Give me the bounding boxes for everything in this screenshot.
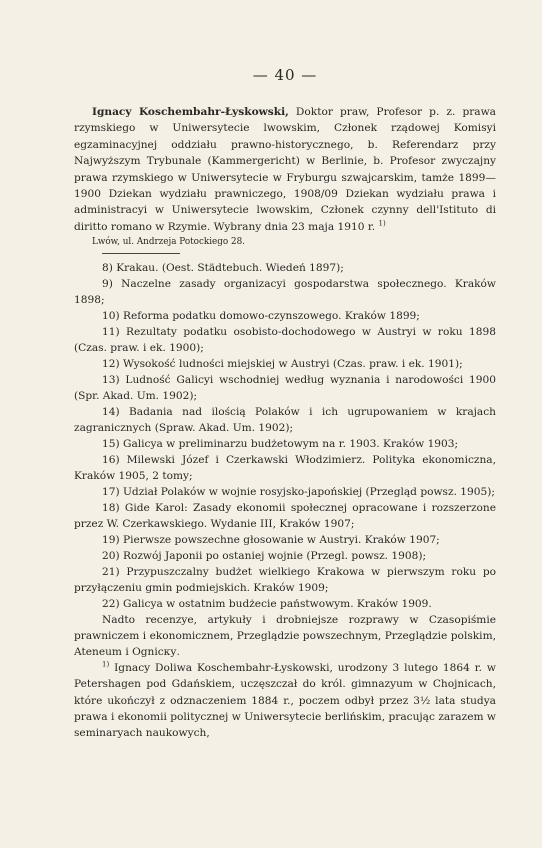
- footnote: [74, 660, 496, 741]
- document-page: [74, 66, 496, 741]
- work-item: 14) Badania nad ilością Polaków i ich ugrupowaniem w krajach zagranicznych (Spraw. Akad. Um. 1902);: [74, 406, 496, 435]
- footnote-text: Ignacy Doliwa Koschembahr-Łyskowski, urodzony 3 lutego 1864 r. w Petershagen pod Gdańskiem, uczęszczał do król. gimnazyum w Chojnicach, które ukończył z odznaczeniem 1884 r., poczem odbył przez 3½ lata studya prawa i ekonomii politycznej w Uniwersytecie berlińskim, pracując zarazem w seminaryach naukowych,: [74, 662, 496, 740]
- separator-rule: [102, 253, 180, 254]
- work-item: 18) Gide Karol: Zasady ekonomii społecznej opracowane i rozszerzone przez W. Czerkawskiego. Wydanie III, Kraków 1907;: [74, 502, 496, 531]
- page-number: — 40 —: [252, 66, 318, 84]
- footnote-marker: 1): [102, 660, 110, 669]
- work-item: 17) Udział Polaków w wojnie rosyjsko-japońskiej (Przegląd powsz. 1905);: [102, 486, 495, 499]
- work-item: 16) Milewski Józef i Czerkawski Włodzimierz. Polityka ekonomiczna, Kraków 1905, 2 tomy;: [74, 454, 496, 483]
- works-list: [74, 260, 496, 660]
- work-item: 11) Rezultaty podatku osobisto-dochodowego w Austryi w roku 1898 (Czas. praw. i ek. 1900);: [74, 326, 496, 355]
- person-name: Ignacy Koschembahr-Łyskowski,: [92, 106, 289, 118]
- work-item: Nadto recenzye, artykuły i drobniejsze rozprawy w Czasopiśmie prawniczem i ekonomicznem, Przeglądzie powszechnym, Przeglądzie polskim, Ateneum i Ogniску.: [74, 614, 496, 659]
- bio-paragraph: [74, 104, 496, 235]
- work-item: 22) Galicya w ostatnim budżecie państwowym. Kraków 1909.: [102, 598, 432, 611]
- address: Lwów, ul. Andrzeja Potockiego 28.: [92, 237, 245, 248]
- work-item: 21) Przypuszczalny budżet wielkiego Krakowa w pierwszym roku po przyłączeniu gmin podmiejskich. Kraków 1909;: [74, 566, 496, 595]
- work-item: 13) Ludność Galicyi wschodniej według wyznania i narodowości 1900 (Spr. Akad. Um. 1902);: [74, 374, 496, 403]
- bio-text: Doktor praw, Profesor p. z. prawa rzymskiego w Uniwersytecie lwowskim, Członek rządowej Komisyi egzaminacyjnej oddziału prawno-historycznego, b. Referendarz przy Najwyższym Trybunale (Kammergericht) w Berlinie, b. Profesor zwyczajny prawa rzymskiego w Uniwersytecie w Fryburgu szwajcarskim, tamże 1899—1900 Dziekan wydziału prawniczego, 1908/09 Dziekan wydziału prawa i administracyi w Uniwersytecie lwowskim, Członek czynny dell'Istituto di diritto romano w Rzymie. Wybrany dnia 23 maja 1910 r.: [74, 106, 496, 233]
- footnote-reference[interactable]: 1): [378, 219, 386, 228]
- work-item: 10) Reforma podatku domowo-czynszowego. Kraków 1899;: [102, 310, 420, 323]
- work-item: 12) Wysokość ludności miejskiej w Austryi (Czas. praw. i ek. 1901);: [102, 358, 463, 371]
- work-item: 8) Krakau. (Oest. Städtebuch. Wiedeń 1897);: [102, 262, 344, 275]
- work-item: 15) Galicya w preliminarzu budżetowym na r. 1903. Kraków 1903;: [102, 438, 459, 451]
- work-item: 19) Pierwsze powszechne głosowanie w Austryi. Kraków 1907;: [102, 534, 440, 547]
- work-item: 20) Rozwój Japonii po ostaniej wojnie (Przegl. powsz. 1908);: [102, 550, 427, 563]
- work-item: 9) Naczelne zasady organizacyi gospodarstwa społecznego. Kraków 1898;: [74, 278, 496, 307]
